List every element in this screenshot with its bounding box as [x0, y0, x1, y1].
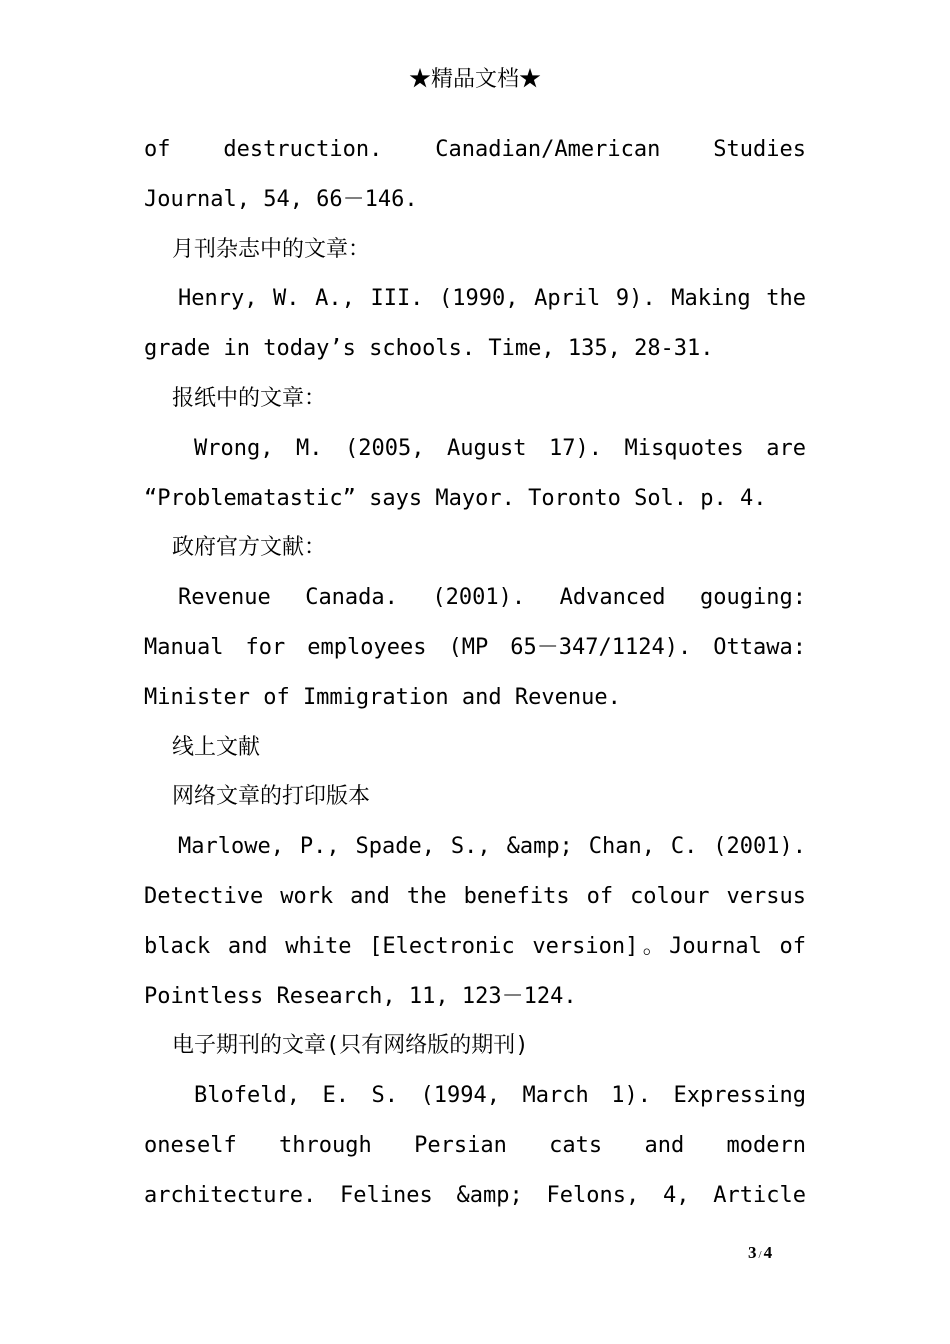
page-number-current: 3 — [748, 1243, 757, 1262]
page-number-total: 4 — [763, 1243, 773, 1262]
page-number — [748, 1241, 772, 1267]
document-body — [144, 125, 806, 1221]
section-heading-government-documents: 政府官方文献： — [172, 535, 327, 561]
page-header: ★精品文档★ — [408, 67, 541, 92]
section-heading-online-documents: 线上文献 — [172, 734, 261, 760]
reference-government-document: Revenue Canada. (2001). Advanced gouging: Manual for employees (MP 65－347/1124). Ottawa: Minister of Immigration and Revenue. — [144, 585, 806, 710]
page-number-separator: / — [758, 1249, 762, 1261]
reference-web-article-print-version: Marlowe, P., Spade, S., &amp; Chan, C. (2001). Detective work and the benefits of colour versus black and white [Electronic version]。Journal of Pointless Research, 11, 123－124. — [144, 834, 806, 1009]
reference-continuation: of destruction. Canadian/American Studies Journal, 54, 66－146. — [144, 137, 806, 212]
reference-newspaper-article: Wrong, M. (2005, August 17). Misquotes are “Problematastic” says Mayor. Toronto Sol. p. 4. — [144, 435, 806, 511]
section-heading-electronic-journal-articles: 电子期刊的文章(只有网络版的期刊) — [172, 1033, 529, 1059]
section-heading-magazine-articles: 月刊杂志中的文章： — [172, 236, 371, 262]
section-heading-newspaper-articles: 报纸中的文章： — [172, 385, 327, 411]
section-heading-print-version-web-articles: 网络文章的打印版本 — [172, 784, 371, 810]
reference-electronic-journal-article: Blofeld, E. S. (1994, March 1). Expressing oneself through Persian cats and modern architecture. Felines &amp; Felons, 4, Article — [144, 1083, 806, 1208]
reference-magazine-article: Henry, W. A., III. (1990, April 9). Making the grade in today’s schools. Time, 135, 28-31. — [144, 286, 806, 362]
